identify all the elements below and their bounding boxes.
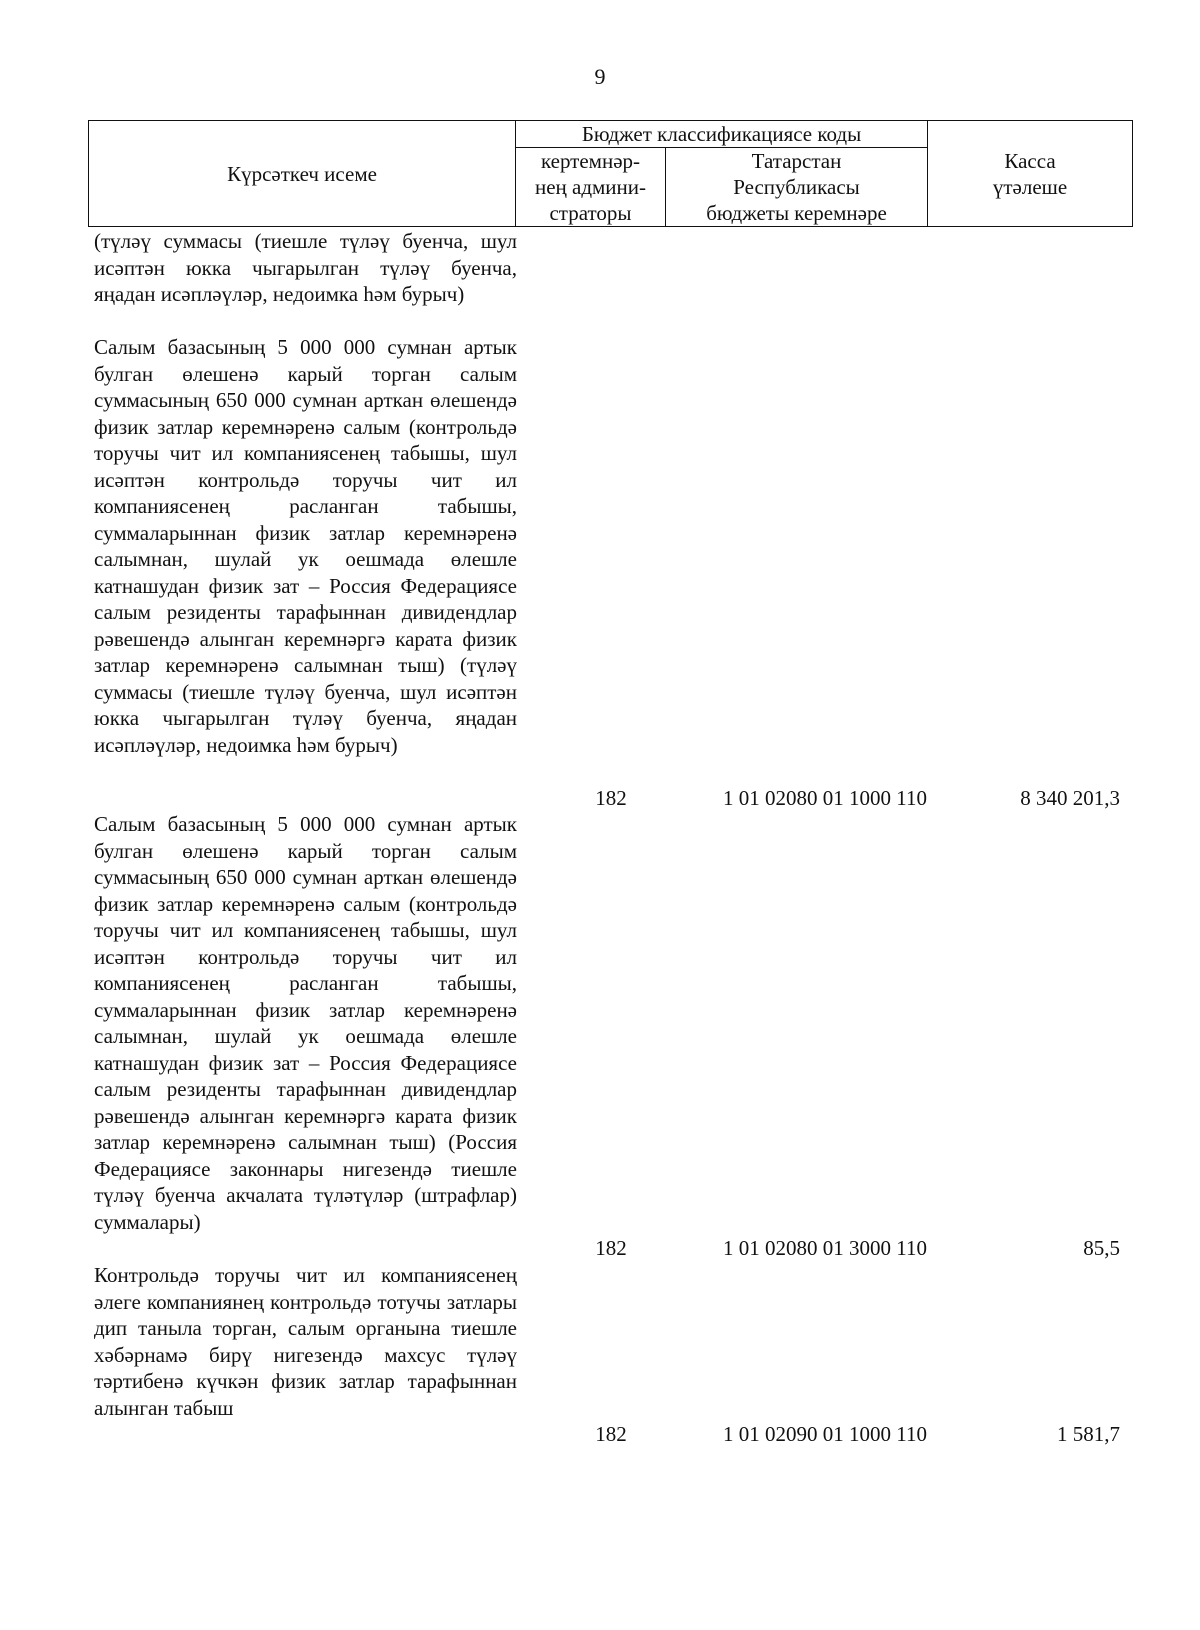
- admin-header-line: страторы: [549, 201, 632, 225]
- row-amount: 8 340 201,3: [1020, 786, 1120, 810]
- row-admin-code: 182: [595, 1422, 627, 1446]
- admin-header-line: нең админи-: [534, 175, 647, 199]
- row-amount: 85,5: [1083, 1236, 1120, 1260]
- row-description: Контрольдә торучы чит ил компаниясенең әлеге компаниянең контрольдә тотучы затлары дип таныла торган, салым органына тиешле хәбәрнамә бирү нигезендә махсус түләү тәртибенә күчкән физик затлар тарафыннан алынган табыш: [94, 1263, 517, 1420]
- row-budget-code: 1 01 02090 01 1000 110: [723, 1422, 927, 1446]
- cash-header-line: үтәлеше: [992, 174, 1068, 199]
- budget-code-group-header: Бюджет классификациясе коды: [516, 121, 928, 148]
- cash-execution-header: [928, 121, 1133, 227]
- admin-header-line: кертемнәр-: [540, 149, 641, 173]
- table-header: [88, 120, 1133, 227]
- row-amount: 1 581,7: [1057, 1422, 1120, 1446]
- admin-column-header: [516, 148, 666, 227]
- revenue-header-line: Республикасы: [733, 175, 860, 199]
- row-description: Салым базасының 5 000 000 сумнан артык булган өлешенә карый торган салым суммасының 650 000 сумнан арткан өлешендә физик затлар керемнәренә салым (контрольдә торучы чит ил компаниясенең табышы, шул исәптән контрольдә торучы чит ил компаниясенең расланган табышы, суммаларыннан физик затлар керемнәренә салымнан, шулай ук оешмада өлешле катнашудан физик зат – Россия Федерациясе салым резиденты тарафыннан дивидендлар рәвешендә алынган керемнәргә карата физик затлар керемнәренә салымнан тыш) (түләү суммасы (тиешле түләү буенча, шул исәптән юкка чыгарылган түләү буенча, яңадан исәпләүләр, недоимка һәм бурыч): [94, 335, 517, 757]
- row-description: Салым базасының 5 000 000 сумнан артык булган өлешенә карый торган салым суммасының 650 000 сумнан арткан өлешендә физик затлар керемнәренә салым (контрольдә торучы чит ил компаниясенең табышы, шул исәптән контрольдә торучы чит ил компаниясенең расланган табышы, суммаларыннан физик затлар керемнәренә салымнан, шулай ук оешмада өлешле катнашудан физик зат – Россия Федерациясе салым резиденты тарафыннан дивидендлар рәвешендә алынган керемнәргә карата физик затлар керемнәренә салымнан тыш) (Россия Федерациясе законнары нигезендә тиешле түләү буенча акчалата түләтүләр (штрафлар) суммалары): [94, 812, 517, 1234]
- row-admin-code: 182: [595, 1236, 627, 1260]
- page-number: 9: [594, 64, 606, 89]
- revenue-header-line: Татарстан: [751, 149, 842, 173]
- row-admin-code: 182: [595, 786, 627, 810]
- revenue-header-line: бюджеты керемнәре: [706, 201, 887, 225]
- row-budget-code: 1 01 02080 01 1000 110: [723, 786, 927, 810]
- cash-header-line: Касса: [1004, 148, 1056, 173]
- row-budget-code: 1 01 02080 01 3000 110: [723, 1236, 927, 1260]
- row-description: (түләү суммасы (тиешле түләү буенча, шул исәптән юкка чыгарылган түләү буенча, яңадан исәпләүләр, недоимка һәм бурыч): [94, 229, 517, 306]
- indicator-name-header: Күрсәткеч исеме: [89, 121, 516, 227]
- revenue-column-header: [666, 148, 928, 227]
